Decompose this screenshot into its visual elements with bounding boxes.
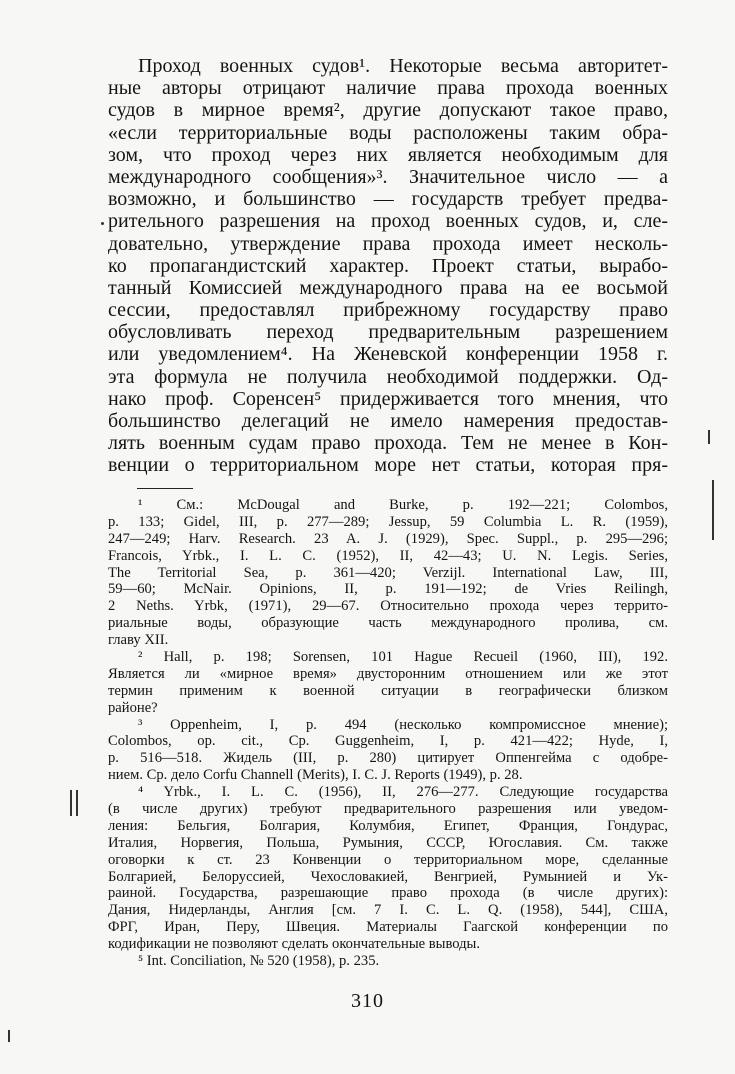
body-line: Проход военных судов¹. Некоторые весьма авторитет- [138,55,668,77]
footnote-line: p. 133; Gidel, III, p. 277—289; Jessup, 59 Columbia L. R. (1959), [108,513,668,530]
footnote-line: ¹ См.: McDougal and Burke, p. 192—221; Colombos, [138,497,668,513]
footnote-line: Дания, Нидерланды, Англия [см. 7 I. C. L. Q. (1958), 544], США, [108,902,668,919]
footnote-line: ³ Oppenheim, I, p. 494 (несколько компромиссное мнение); [138,716,668,733]
footnote-line: главу XII. [108,632,169,649]
footnote-line: Colombos, op. cit., Cp. Guggenheim, I, p. 421—422; Hyde, I, [108,733,668,750]
body-line: ко пропагандистский характер. Проект статьи, вырабо- [108,254,668,277]
body-line: или уведомлением⁴. На Женевской конференции 1958 г. [108,343,668,366]
footnote-4 [108,784,668,953]
footnote-line: риальные воды, образующие часть международного пролива, см. [108,615,668,632]
body-line: рительного разрешения на проход военных судов, и, сле- [108,210,668,233]
body-line: танный Комиссией международного права на ее восьмой [108,276,668,299]
margin-mark [712,480,714,540]
margin-mark [708,430,710,444]
footnote-line: раиной. Государства, разрешающие право прохода (в числе других): [108,885,668,902]
footnote-line: Является ли «мирное время» двусторонним отношением или же этот [108,665,668,682]
body-line: зом, что проход через них является необходимым для [108,143,668,166]
footnote-line: Болгарией, Белоруссией, Чехословакией, Венгрией, Румынией и Ук- [108,868,668,885]
footnote-1 [108,497,668,649]
body-text [108,55,668,477]
body-line: возможно, и большинство — государств требует предва- [108,188,668,211]
footnote-line: оговорки к ст. 23 Конвенции о территориальном море, сделанные [108,851,668,868]
footnote-line: p. 516—518. Жидель (III, p. 280) цитирует Оппенгейма с одобре- [108,750,668,767]
footnote-line: ⁵ Int. Conciliation, № 520 (1958), p. 235. [138,953,380,970]
footnote-2 [108,649,668,717]
footnote-line: Италия, Норвегия, Польша, Румыния, СССР, Югославия. См. также [108,834,668,851]
footnote-5 [108,953,668,970]
body-line: «если территориальные воды расположены таким обра- [108,121,668,144]
footnote-line: нием. Ср. дело Corfu Channell (Merits), I. C. J. Reports (1949), p. 28. [108,767,523,784]
footnote-line: 247—249; Harv. Research. 23 A. J. (1929), Spec. Suppl., p. 295—296; [108,530,668,547]
body-line: международного сообщения»³. Значительное число — а [108,165,668,188]
footnote-line: (в числе других) требуют предварительного разрешения или уведом- [108,801,668,818]
margin-mark [8,1030,10,1042]
footnote-3 [108,717,668,785]
body-line: ные авторы отрицают наличие права прохода военных [108,77,668,100]
footnote-line: ⁴ Yrbk., I. L. C. (1956), II, 276—277. Следующие государства [138,784,668,801]
footnote-line: ления: Бельгия, Болгария, Колумбия, Египет, Франция, Гондурас, [108,817,668,834]
footnote-separator [137,488,193,489]
body-line: судов в мирное время², другие допускают такое право, [108,99,668,122]
footnote-line: Francois, Yrbk., I. L. C. (1952), II, 42—43; U. N. Legis. Series, [108,547,668,564]
body-line: большинство делегаций не имело намерения предостав- [108,410,668,432]
footnote-line: 2 Neths. Yrbk, (1971), 29—67. Относительно прохода через террито- [108,598,668,615]
body-line: довательно, утверждение права прохода имеет несколь- [108,232,668,255]
footnote-line: ² Hall, p. 198; Sorensen, 101 Hague Recueil (1960, III), 192. [138,649,668,666]
margin-mark [70,790,72,816]
body-line: венции о территориальном море нет статьи, которая пря- [108,454,668,477]
body-line: обусловливать переход предварительным разрешением [108,321,668,344]
footnote-line: The Territorial Sea, p. 361—420; Verzijl. International Law, III, [108,564,668,581]
page-number: 310 [351,990,384,1012]
body-line: лять военным судам право прохода. Тем не менее в Кон- [108,432,668,455]
body-line: нако проф. Соренсен⁵ придерживается того мнения, что [108,387,668,410]
body-line: сессии, предоставлял прибрежному государству право [108,299,668,322]
footnote-line: районе? [108,699,158,716]
footnote-line: кодификации не позволяют сделать окончательные выводы. [108,936,480,953]
footnotes [108,497,668,970]
footnote-line: термин применим к военной ситуации в географически близком [108,682,668,699]
footnote-line: 59—60; McNair. Opinions, II, p. 191—192; de Vries Reilingh, [108,581,668,598]
footnote-line: ФРГ, Иран, Перу, Швеция. Материалы Гаагской конференции по [108,919,668,936]
body-line: эта формула не получила необходимой поддержки. Од- [108,365,668,388]
margin-mark [101,222,104,225]
margin-mark [76,790,78,816]
